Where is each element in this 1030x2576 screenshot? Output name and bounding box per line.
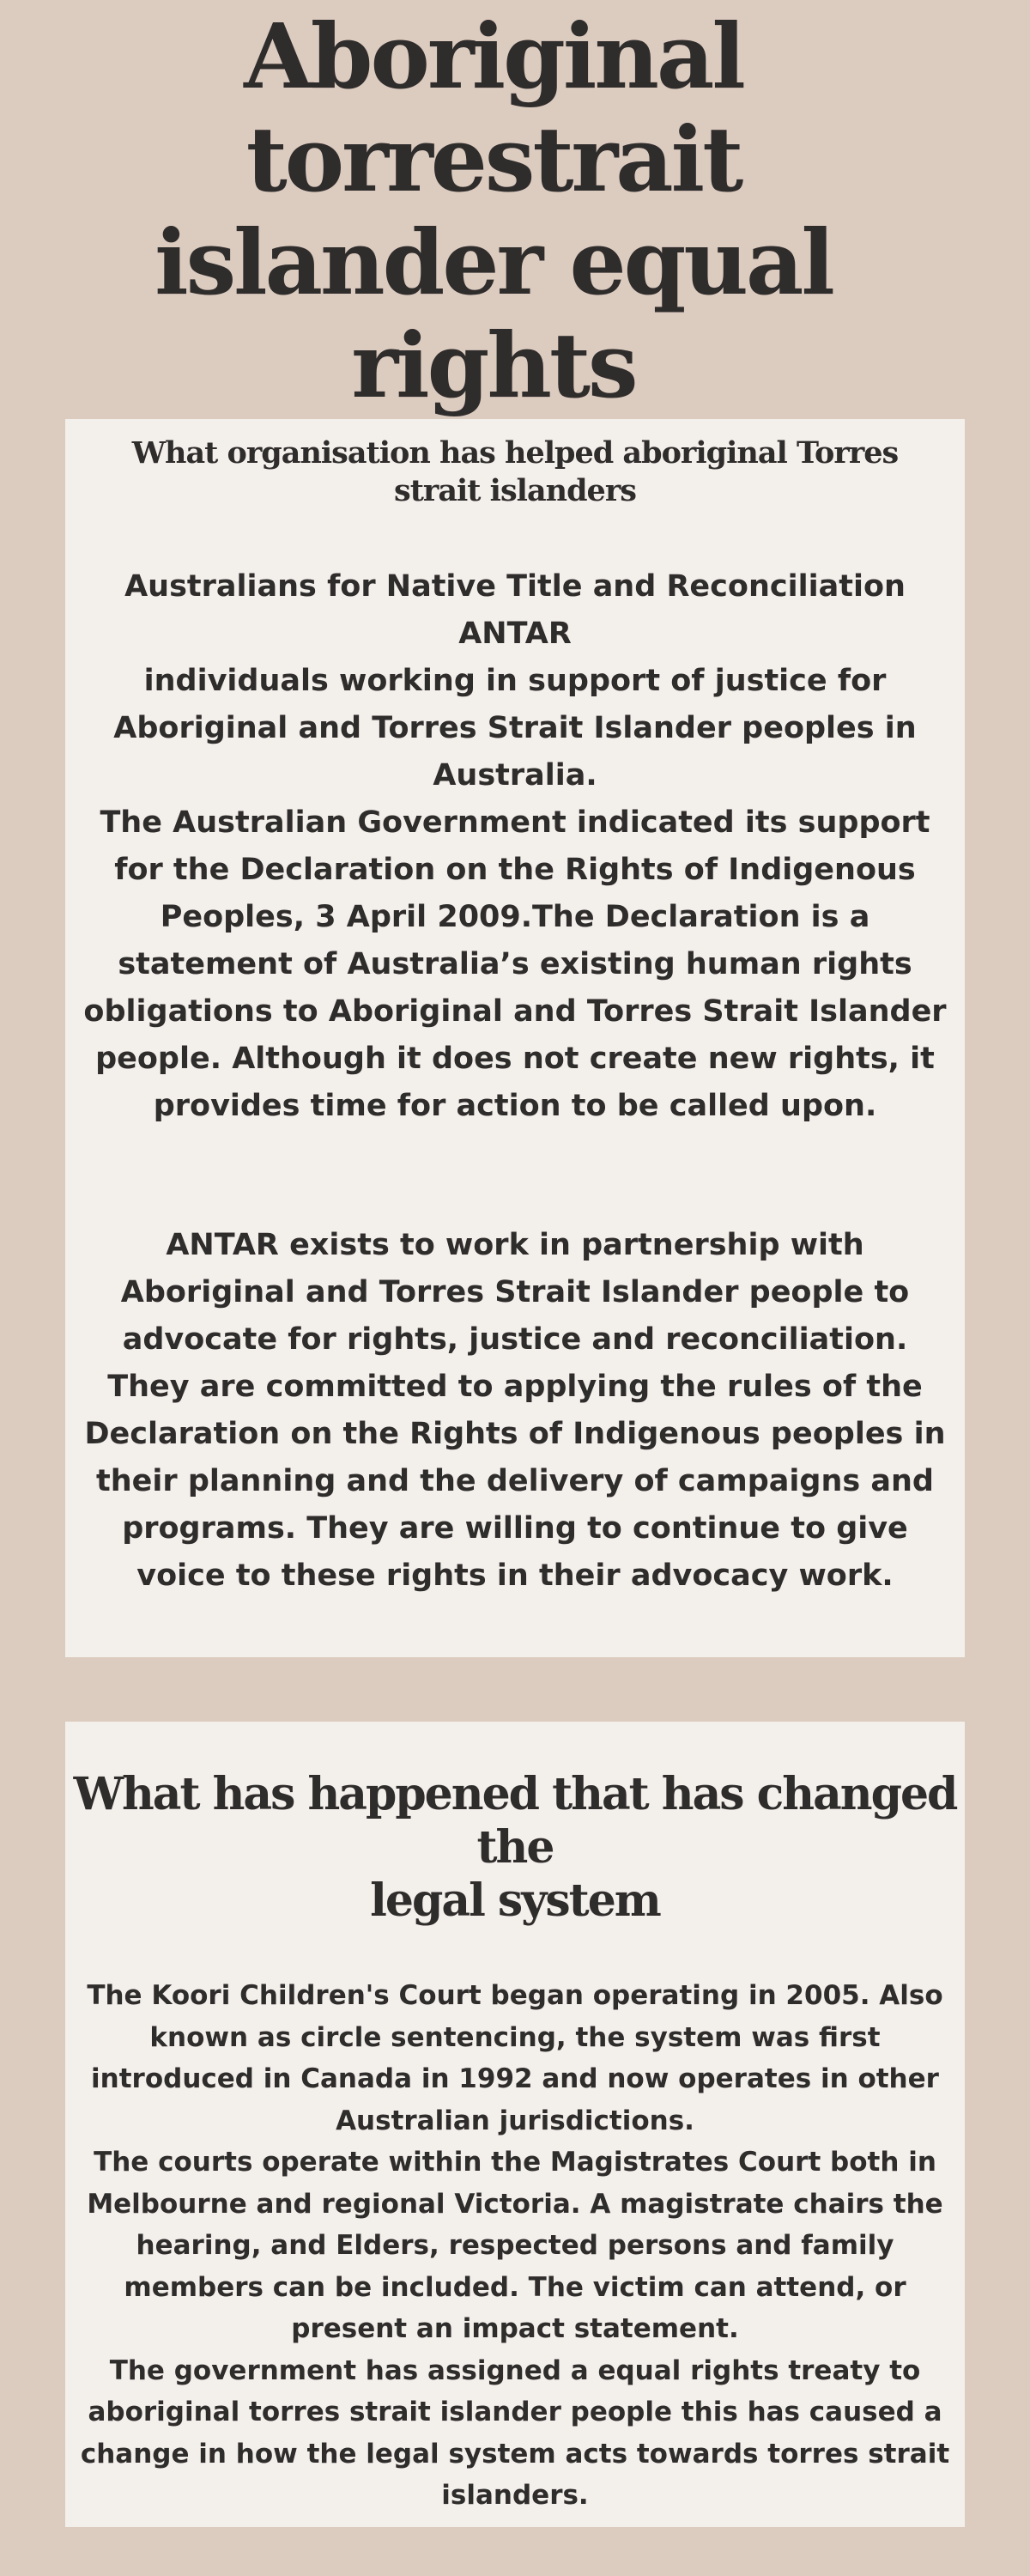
text-line: for the Declaration on the Rights of Indigenous	[114, 853, 916, 887]
text-line: Aboriginal and Torres Strait Islander people to	[120, 1275, 910, 1309]
text-line: Australians for Native Title and Reconciliation	[124, 569, 906, 604]
text-line: Peoples, 3 April 2009.The Declaration is a	[160, 900, 870, 934]
text-line: hearing, and Elders, respected persons and family	[136, 2230, 894, 2261]
text-line: Australia.	[433, 758, 597, 793]
text-line: individuals working in support of justice for	[143, 664, 887, 698]
text-line: provides time for action to be called upon.	[153, 1089, 877, 1123]
page-title	[0, 5, 987, 417]
text-line: statement of Australia’s existing human rights	[118, 947, 912, 981]
text-line: They are committed to applying the rules of the	[107, 1370, 923, 1404]
text-line: aboriginal torres strait islander people this has caused a	[88, 2397, 942, 2427]
text-line: advocate for rights, justice and reconciliation.	[122, 1322, 908, 1357]
text-line: programs. They are willing to continue to give	[122, 1511, 908, 1546]
text-line: present an impact statement.	[291, 2313, 739, 2344]
text-line: ANTAR exists to work in partnership with	[166, 1228, 864, 1262]
text-line: Melbourne and regional Victoria. A magistrate chairs the	[87, 2188, 943, 2220]
legal-change-heading	[65, 1768, 965, 1928]
text-line: The government has assigned a equal rights treaty to	[109, 2354, 921, 2386]
organisation-card	[65, 419, 965, 1657]
koori-court-paragraph	[65, 1975, 965, 2517]
text-line: ANTAR	[458, 617, 572, 651]
text-line: known as circle sentencing, the system was first	[149, 2021, 881, 2053]
antar-mission-paragraph	[65, 1222, 965, 1600]
title-line: islander equal	[154, 210, 833, 315]
text-line: obligations to Aboriginal and Torres Strait Islander	[83, 994, 947, 1029]
antar-intro-paragraph	[65, 563, 965, 1130]
title-line: rights	[351, 313, 636, 418]
text-line: people. Although it does not create new rights, it	[95, 1042, 935, 1076]
text-line: Australian jurisdictions.	[336, 2105, 694, 2136]
text-line: islanders.	[441, 2480, 589, 2511]
legal-change-card	[65, 1722, 965, 2527]
text-line: change in how the legal system acts towards torres strait	[80, 2438, 950, 2470]
text-line: introduced in Canada in 1992 and now operates in other	[91, 2063, 939, 2094]
text-line: members can be included. The victim can attend, or	[124, 2271, 906, 2303]
text-line: The courts operate within the Magistrates Court both in	[94, 2147, 936, 2178]
title-line: torrestrait	[245, 106, 742, 212]
text-line: voice to these rights in their advocacy work.	[136, 1558, 894, 1593]
text-line: Aboriginal and Torres Strait Islander peoples in	[113, 711, 917, 745]
text-line: their planning and the delivery of campaigns and	[96, 1464, 934, 1498]
organisation-heading: What organisation has helped aboriginal Torres strait islanders	[131, 435, 899, 508]
title-line: Aboriginal	[244, 3, 743, 109]
text-line: Declaration on the Rights of Indigenous peoples in	[84, 1417, 946, 1451]
heading-line: What has happened that has changed the	[73, 1768, 957, 1874]
heading-line: legal system	[370, 1874, 660, 1927]
text-line: The Australian Government indicated its support	[100, 805, 930, 840]
text-line: The Koori Children's Court began operating in 2005. Also	[87, 1980, 943, 2011]
